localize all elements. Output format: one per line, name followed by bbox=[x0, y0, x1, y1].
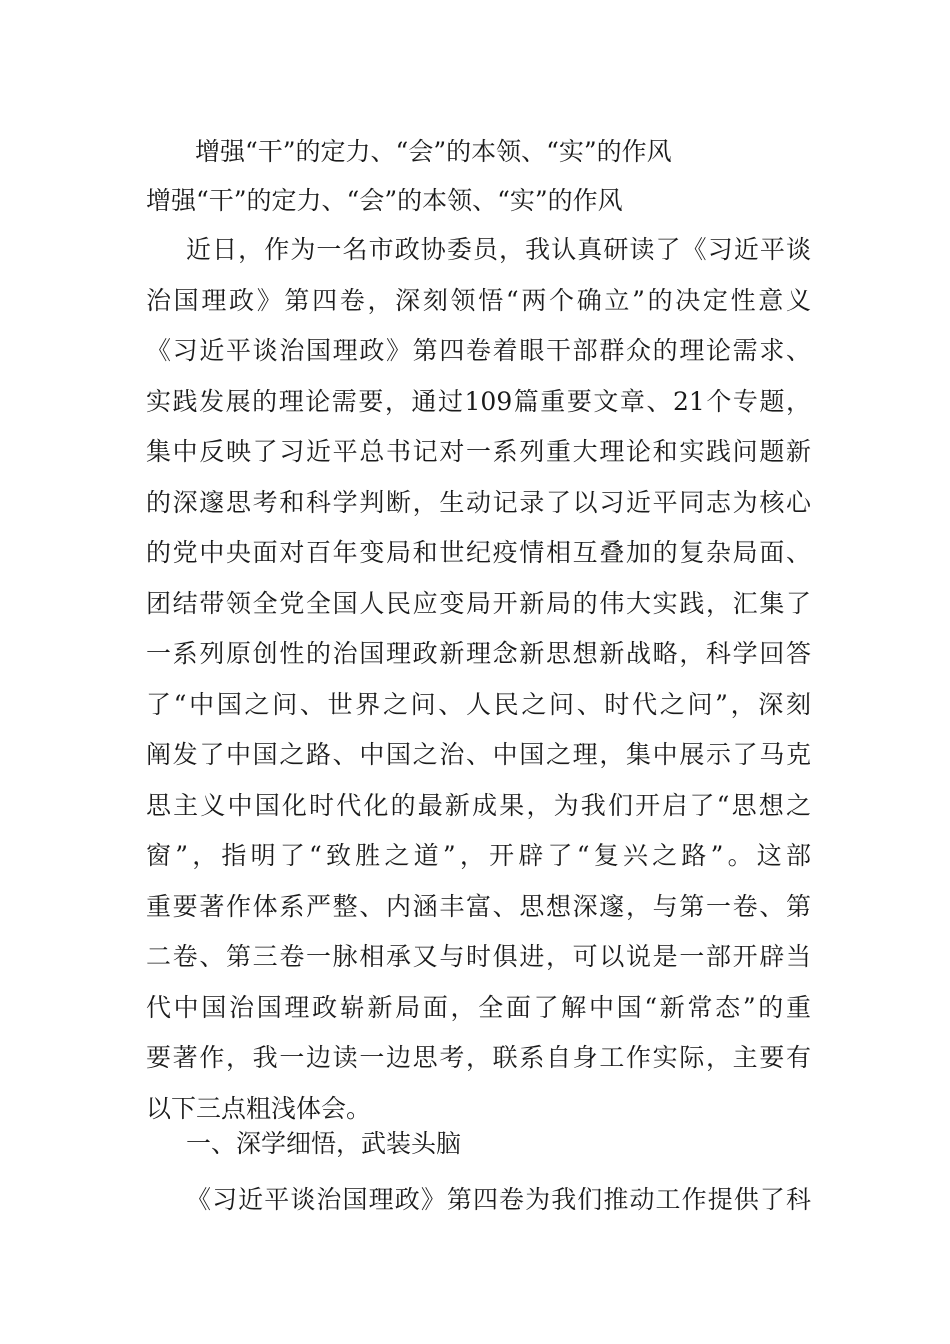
paragraph-line: 《习近平谈治国理政》第四卷为我们推动工作提供了科 bbox=[186, 1185, 811, 1214]
paragraph-line: 阐发了中国之路、中国之治、中国之理，集中展示了马克 bbox=[146, 740, 811, 769]
paragraph-line: 重要著作体系严整、内涵丰富、思想深邃，与第一卷、第 bbox=[146, 891, 811, 921]
paragraph-line: 了“中国之问、世界之问、人民之问、时代之问”，深刻 bbox=[146, 689, 811, 719]
paragraph-line: 一系列原创性的治国理政新理念新思想新战略，科学回答 bbox=[146, 639, 811, 668]
paragraph-line: 二卷、第三卷一脉相承又与时俱进，可以说是一部开辟当 bbox=[146, 942, 811, 971]
paragraph-line: 窗”，指明了“致胜之道”，开辟了“复兴之路”。这部 bbox=[146, 841, 811, 870]
paragraph-line: 集中反映了习近平总书记对一系列重大理论和实践问题新 bbox=[146, 437, 811, 466]
paragraph-line: 《习近平谈治国理政》第四卷着眼干部群众的理论需求、 bbox=[146, 336, 811, 365]
paragraph-line: 的深邃思考和科学判断，生动记录了以习近平同志为核心 bbox=[146, 487, 811, 517]
paragraph-1 bbox=[146, 225, 811, 1134]
paragraph-line: 团结带领全党全国人民应变局开新局的伟大实践，汇集了 bbox=[146, 588, 811, 618]
paragraph-line: 要著作，我一边读一边思考，联系自身工作实际，主要有 bbox=[146, 1043, 811, 1072]
document-title: 增强“干”的定力、“会”的本领、“实”的作风 bbox=[195, 137, 672, 166]
paragraph-line: 治国理政》第四卷，深刻领悟“两个确立”的决定性意义 bbox=[146, 285, 811, 315]
paragraph-2 bbox=[146, 1175, 811, 1226]
document-subtitle: 增强“干”的定力、“会”的本领、“实”的作风 bbox=[146, 186, 623, 215]
paragraph-line: 思主义中国化时代化的最新成果，为我们开启了“思想之 bbox=[146, 790, 811, 820]
paragraph-line: 以下三点粗浅体会。 bbox=[146, 1093, 372, 1123]
section-heading: 一、深学细悟，武装头脑 bbox=[186, 1129, 462, 1158]
paragraph-line: 实践发展的理论需要，通过109篇重要文章、21个专题， bbox=[146, 386, 811, 416]
paragraph-line: 近日，作为一名市政协委员，我认真研读了《习近平谈 bbox=[186, 235, 811, 264]
paragraph-line: 的党中央面对百年变局和世纪疫情相互叠加的复杂局面、 bbox=[146, 538, 811, 567]
paragraph-line: 代中国治国理政崭新局面，全面了解中国“新常态”的重 bbox=[146, 992, 811, 1022]
